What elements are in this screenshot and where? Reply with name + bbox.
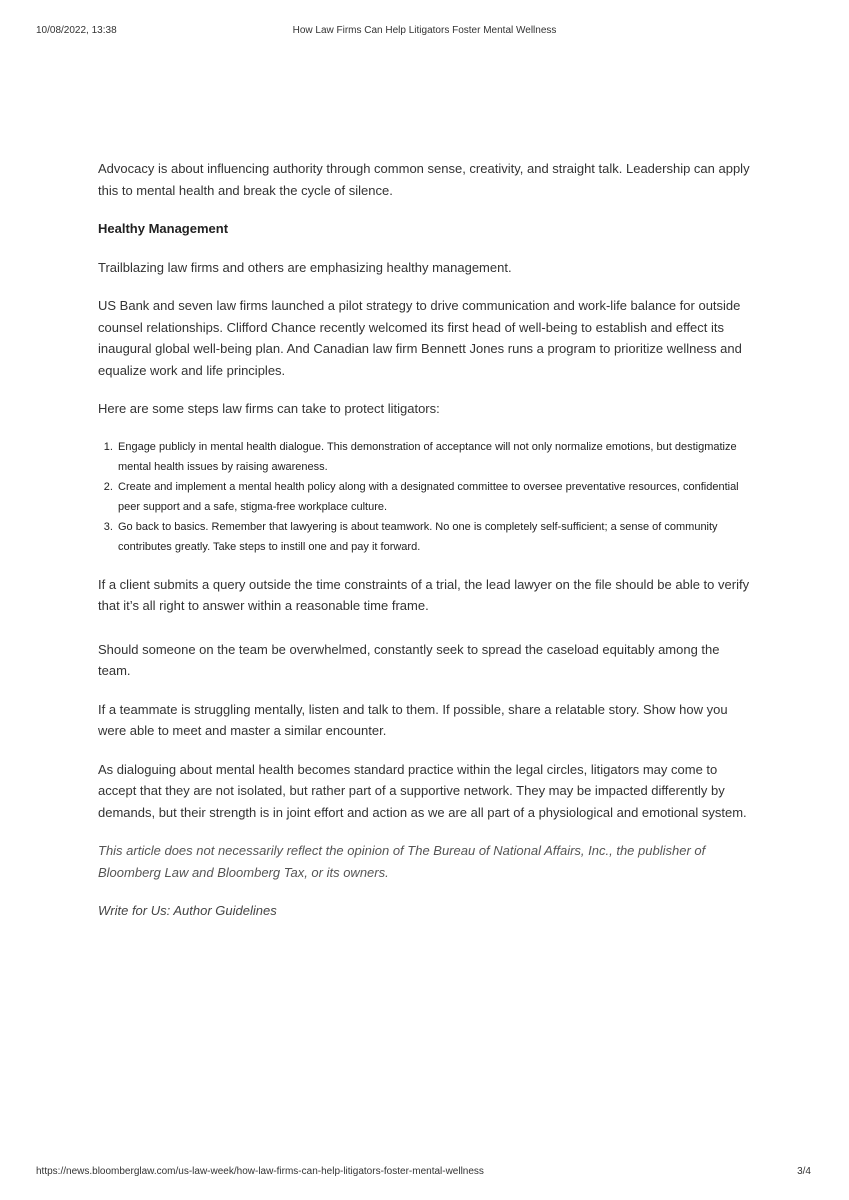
list-item: 2. Create and implement a mental health policy along with a designated committee to oversee preventative resources, confidential peer support and a safe, stigma-free workplace culture. <box>116 477 750 517</box>
print-header <box>0 25 849 39</box>
article-body <box>98 158 750 939</box>
list-item: 1. Engage publicly in mental health dialogue. This demonstration of acceptance will not only normalize emotions, but destigmatize mental health issues by raising awareness. <box>116 437 750 477</box>
paragraph-steps-intro: Here are some steps law firms can take to protect litigators: <box>98 401 440 416</box>
paragraph-struggling: If a teammate is struggling mentally, listen and talk to them. If possible, share a relatable story. Show how you were able to meet and master a similar encounter. <box>98 701 728 738</box>
print-datetime: 10/08/2022, 13:38 <box>36 25 117 36</box>
heading-healthy-management: Healthy Management <box>98 221 229 236</box>
author-guidelines-link[interactable]: Write for Us: Author Guidelines <box>98 903 277 918</box>
paragraph-us-bank: US Bank and seven law firms launched a pilot strategy to drive communication and work-life balance for outside counsel relationships. Clifford Chance recently welcomed its first head of well-being to establish and effect its inaugural global well-being plan. And Canadian law firm Bennett Jones runs a program to prioritize wellness and equalize work and life principles. <box>98 298 742 378</box>
print-footer <box>0 1166 849 1180</box>
print-page-title: How Law Firms Can Help Litigators Foster Mental Wellness <box>292 25 557 36</box>
paragraph-advocacy: Advocacy is about influencing authority through common sense, creativity, and straight talk. Leadership can apply this to mental health and break the cycle of silence. <box>98 161 750 198</box>
list-item: 3. Go back to basics. Remember that lawyering is about teamwork. No one is completely self-sufficient; a sense of community contributes greatly. Take steps to instill one and pay it forward. <box>116 517 750 557</box>
paragraph-client-query: If a client submits a query outside the time constraints of a trial, the lead lawyer on the file should be able to verify that it’s all right to answer within a reasonable time frame. <box>98 576 750 613</box>
page-number: 3/4 <box>797 1166 811 1177</box>
paragraph-dialoguing: As dialoguing about mental health becomes standard practice within the legal circles, litigators may come to accept that they are not isolated, but rather part of a supportive network. They may be impacted differently by demands, but their strength is in joint effort and action as we are all part of a physiological and emotional system. <box>98 761 747 820</box>
steps-list <box>98 437 750 557</box>
disclaimer: This article does not necessarily reflect the opinion of The Bureau of National Affairs, Inc., the publisher of Bloomberg Law and Bloomberg Tax, or its owners. <box>98 843 706 880</box>
print-url: https://news.bloomberglaw.com/us-law-week/how-law-firms-can-help-litigators-foster-mental-wellness <box>36 1166 484 1177</box>
paragraph-overwhelmed: Should someone on the team be overwhelmed, constantly seek to spread the caseload equitably among the team. <box>98 641 720 678</box>
paragraph-trailblazing: Trailblazing law firms and others are emphasizing healthy management. <box>98 259 512 275</box>
